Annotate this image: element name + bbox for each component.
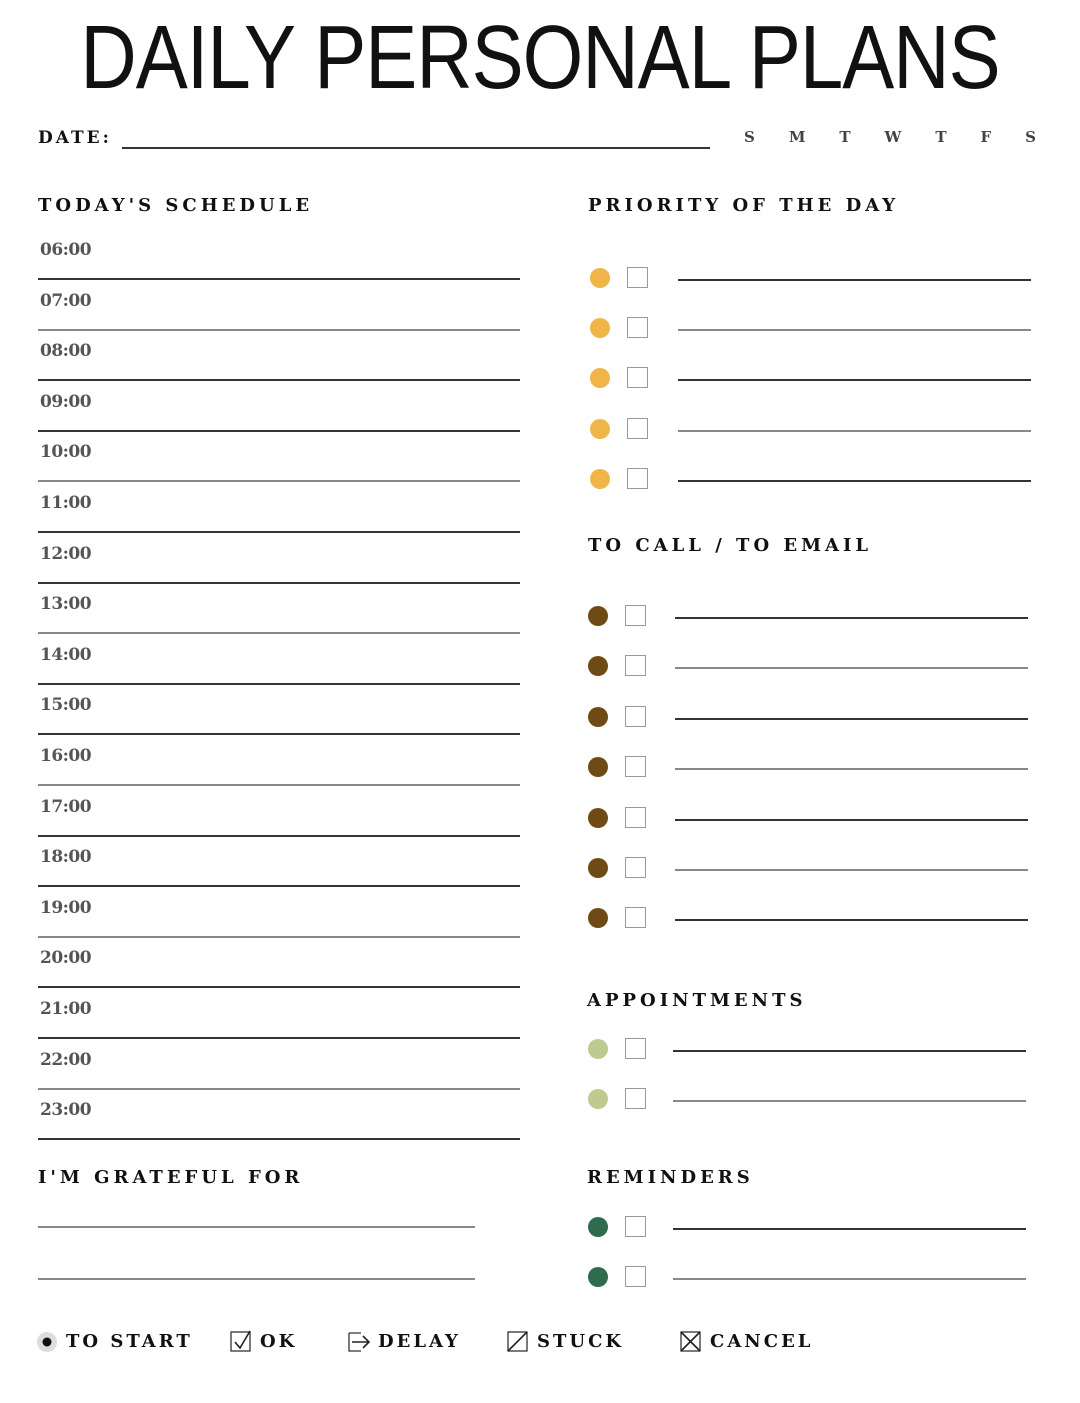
schedule-time-label: 11:00 xyxy=(40,493,92,513)
weekday-saturday[interactable]: S xyxy=(1025,128,1036,146)
reminder-item-checkbox[interactable] xyxy=(625,1266,646,1287)
schedule-time-label: 16:00 xyxy=(40,746,92,766)
appointment-item-line[interactable] xyxy=(673,1100,1026,1102)
priority-item-line[interactable] xyxy=(678,379,1031,381)
schedule-time-label: 07:00 xyxy=(40,290,92,311)
schedule-entry-line[interactable] xyxy=(38,379,520,381)
appointment-item-dot xyxy=(588,1089,608,1109)
reminders-heading: REMINDERS xyxy=(587,1167,754,1188)
appointments-heading: APPOINTMENTS xyxy=(587,990,807,1011)
legend-delay-label: DELAY xyxy=(378,1330,461,1352)
schedule-entry-line[interactable] xyxy=(38,733,520,735)
call-item-checkbox[interactable] xyxy=(625,756,646,777)
weekday-wednesday[interactable]: W xyxy=(884,128,902,146)
date-label: DATE: xyxy=(38,128,112,148)
priority-heading: PRIORITY OF THE DAY xyxy=(588,195,900,216)
legend-cancel-label: CANCEL xyxy=(710,1330,814,1352)
weekday-monday[interactable]: M xyxy=(788,128,806,146)
call-item-checkbox[interactable] xyxy=(625,857,646,878)
schedule-entry-line[interactable] xyxy=(38,885,520,887)
priority-item-line[interactable] xyxy=(678,430,1031,432)
schedule-time-label: 19:00 xyxy=(40,897,92,918)
call-item-checkbox[interactable] xyxy=(625,605,646,626)
schedule-entry-line[interactable] xyxy=(38,986,520,988)
weekday-thursday[interactable]: T xyxy=(935,128,947,146)
legend-ok-label: OK xyxy=(260,1330,298,1352)
schedule-time-label: 15:00 xyxy=(40,695,92,716)
schedule-time-label: 09:00 xyxy=(40,391,92,412)
schedule-heading: TODAY'S SCHEDULE xyxy=(38,195,314,216)
legend-to-start-label: TO START xyxy=(66,1330,193,1352)
schedule-time-label: 10:00 xyxy=(40,442,92,463)
schedule-time-label: 08:00 xyxy=(40,341,92,362)
legend-cancel xyxy=(680,1330,813,1352)
priority-item-line[interactable] xyxy=(678,279,1031,281)
call-item-line[interactable] xyxy=(675,819,1028,821)
schedule-entry-line[interactable] xyxy=(38,480,520,482)
call-item-line[interactable] xyxy=(675,768,1028,770)
slash-box-icon xyxy=(507,1330,529,1352)
reminder-item-dot xyxy=(588,1267,608,1287)
schedule-entry-line[interactable] xyxy=(38,531,520,533)
priority-item-line[interactable] xyxy=(678,480,1031,482)
reminder-item-line[interactable] xyxy=(673,1278,1026,1280)
legend-stuck xyxy=(507,1330,624,1352)
schedule-time-label: 20:00 xyxy=(40,948,92,969)
schedule-time-label: 13:00 xyxy=(40,594,92,615)
reminder-item-dot xyxy=(588,1217,608,1237)
grateful-heading: I'M GRATEFUL FOR xyxy=(38,1167,304,1188)
appointment-item-line[interactable] xyxy=(673,1050,1026,1052)
schedule-entry-line[interactable] xyxy=(38,835,520,837)
schedule-entry-line[interactable] xyxy=(38,329,520,331)
checkbox-checked-icon xyxy=(230,1330,252,1352)
call-item-checkbox[interactable] xyxy=(625,907,646,928)
priority-item-dot xyxy=(590,469,610,489)
schedule-entry-line[interactable] xyxy=(38,784,520,786)
reminder-item-line[interactable] xyxy=(673,1228,1026,1230)
appointment-item-checkbox[interactable] xyxy=(625,1088,646,1109)
grateful-entry-line[interactable] xyxy=(38,1278,475,1280)
priority-item-line[interactable] xyxy=(678,329,1031,331)
to-start-icon xyxy=(36,1330,58,1352)
call-item-checkbox[interactable] xyxy=(625,807,646,828)
call-item-dot xyxy=(588,808,608,828)
schedule-entry-line[interactable] xyxy=(38,1138,520,1140)
schedule-time-label: 17:00 xyxy=(40,796,92,817)
calls-heading: TO CALL / TO EMAIL xyxy=(588,535,873,556)
call-item-line[interactable] xyxy=(675,919,1028,921)
call-item-line[interactable] xyxy=(675,667,1028,669)
priority-item-dot xyxy=(590,368,610,388)
reminder-item-checkbox[interactable] xyxy=(625,1216,646,1237)
priority-item-checkbox[interactable] xyxy=(627,267,648,288)
appointment-item-checkbox[interactable] xyxy=(625,1038,646,1059)
schedule-entry-line[interactable] xyxy=(38,278,520,280)
weekday-sunday[interactable]: S xyxy=(744,128,755,146)
call-item-checkbox[interactable] xyxy=(625,706,646,727)
grateful-entry-line[interactable] xyxy=(38,1226,475,1228)
date-field[interactable] xyxy=(122,147,710,149)
schedule-entry-line[interactable] xyxy=(38,936,520,938)
schedule-entry-line[interactable] xyxy=(38,430,520,432)
schedule-entry-line[interactable] xyxy=(38,582,520,584)
page-title: DAILY PERSONAL PLANS xyxy=(80,6,1000,108)
weekday-friday[interactable]: F xyxy=(980,128,992,146)
schedule-entry-line[interactable] xyxy=(38,1088,520,1090)
call-item-checkbox[interactable] xyxy=(625,655,646,676)
priority-item-dot xyxy=(590,268,610,288)
weekday-selector xyxy=(744,128,1036,146)
schedule-time-label: 14:00 xyxy=(40,644,92,665)
priority-item-checkbox[interactable] xyxy=(627,317,648,338)
schedule-time-label: 21:00 xyxy=(40,999,92,1019)
appointment-item-dot xyxy=(588,1039,608,1059)
call-item-line[interactable] xyxy=(675,869,1028,871)
status-legend xyxy=(36,1330,856,1364)
priority-item-dot xyxy=(590,419,610,439)
schedule-time-label: 22:00 xyxy=(40,1049,92,1070)
schedule-time-label: 06:00 xyxy=(40,240,92,260)
legend-stuck-label: STUCK xyxy=(537,1330,625,1352)
priority-item-checkbox[interactable] xyxy=(627,367,648,388)
priority-item-checkbox[interactable] xyxy=(627,418,648,439)
priority-item-dot xyxy=(590,318,610,338)
call-item-dot xyxy=(588,606,608,626)
schedule-time-label: 18:00 xyxy=(40,847,92,868)
weekday-tuesday[interactable]: T xyxy=(839,128,851,146)
schedule-entry-line[interactable] xyxy=(38,632,520,634)
legend-delay xyxy=(348,1330,461,1352)
schedule-entry-line[interactable] xyxy=(38,683,520,685)
schedule-time-label: 23:00 xyxy=(40,1100,92,1121)
call-item-line[interactable] xyxy=(675,617,1028,619)
schedule-time-label: 12:00 xyxy=(40,543,92,564)
call-item-dot xyxy=(588,757,608,777)
call-item-dot xyxy=(588,656,608,676)
legend-to-start xyxy=(36,1330,193,1352)
call-item-dot xyxy=(588,707,608,727)
call-item-dot xyxy=(588,858,608,878)
priority-item-checkbox[interactable] xyxy=(627,468,648,489)
call-item-line[interactable] xyxy=(675,718,1028,720)
legend-ok xyxy=(230,1330,297,1352)
arrow-right-box-icon xyxy=(348,1330,370,1352)
schedule-entry-line[interactable] xyxy=(38,1037,520,1039)
x-box-icon xyxy=(680,1330,702,1352)
call-item-dot xyxy=(588,908,608,928)
